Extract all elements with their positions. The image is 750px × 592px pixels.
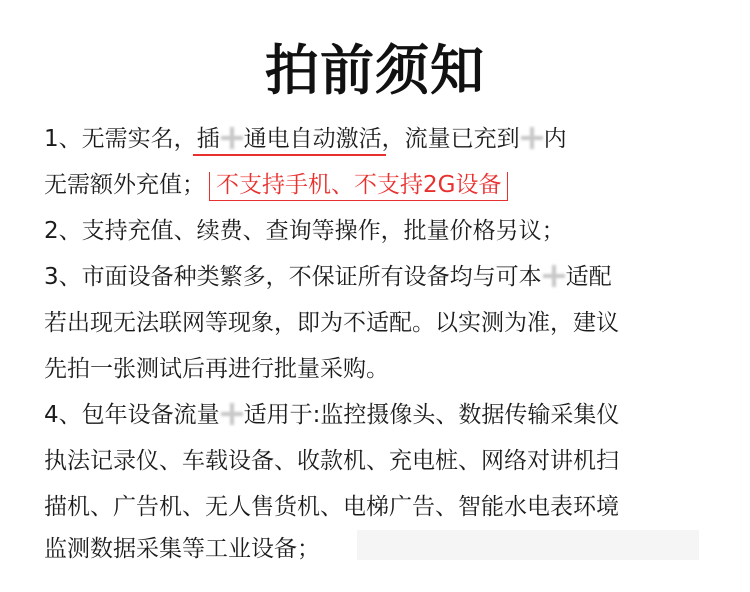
item3-line3: 先拍一张测试后再进行批量采购。 (44, 356, 389, 382)
item1-text-c: 通电自动激活 (243, 126, 382, 152)
blurred-mark-icon (221, 403, 243, 425)
blurred-sim-icon (221, 127, 243, 149)
item4-line1-text-b: 适用于:监控摄像头、数据传输采集仪 (243, 402, 620, 428)
page-title: 拍前须知 (265, 39, 485, 102)
item1-line2-text: 无需额外充值； (44, 172, 205, 198)
item4-line1 (44, 400, 619, 430)
blurred-mark-icon (543, 265, 565, 287)
item1-line2 (44, 170, 508, 200)
item3-line1 (44, 262, 612, 292)
item1-text-d: ，流量已充到 (381, 126, 520, 152)
item2-line: 2、支持充值、续费、查询等操作，批量价格另议； (44, 218, 565, 244)
item1-line1 (44, 124, 567, 154)
item4-line1-text-a: 4、包年设备流量 (44, 402, 220, 428)
item3-line1-text-a: 3、市面设备种类繁多，不保证所有设备均与可本 (44, 264, 542, 290)
redacted-area (357, 530, 699, 560)
item1-text-e: 内 (543, 126, 567, 152)
item3-line2: 若出现无法联网等现象，即为不适配。以实测为准，建议 (44, 310, 619, 336)
warning-highlight: 不支持手机、不支持2G设备 (209, 172, 508, 201)
item1-underlined-phrase (197, 126, 382, 152)
blurred-mark-icon (521, 127, 543, 149)
item4-line3: 描机、广告机、无人售货机、电梯广告、智能水电表环境 (44, 494, 619, 520)
item4-line2: 执法记录仪、车载设备、收款机、充电桩、网络对讲机扫 (44, 448, 619, 474)
item1-text-a: 1、无需实名， (44, 126, 197, 152)
item1-text-b: 插 (196, 126, 220, 152)
item4-line4: 监测数据采集等工业设备； (44, 536, 320, 562)
item3-line1-text-b: 适配 (565, 264, 612, 290)
